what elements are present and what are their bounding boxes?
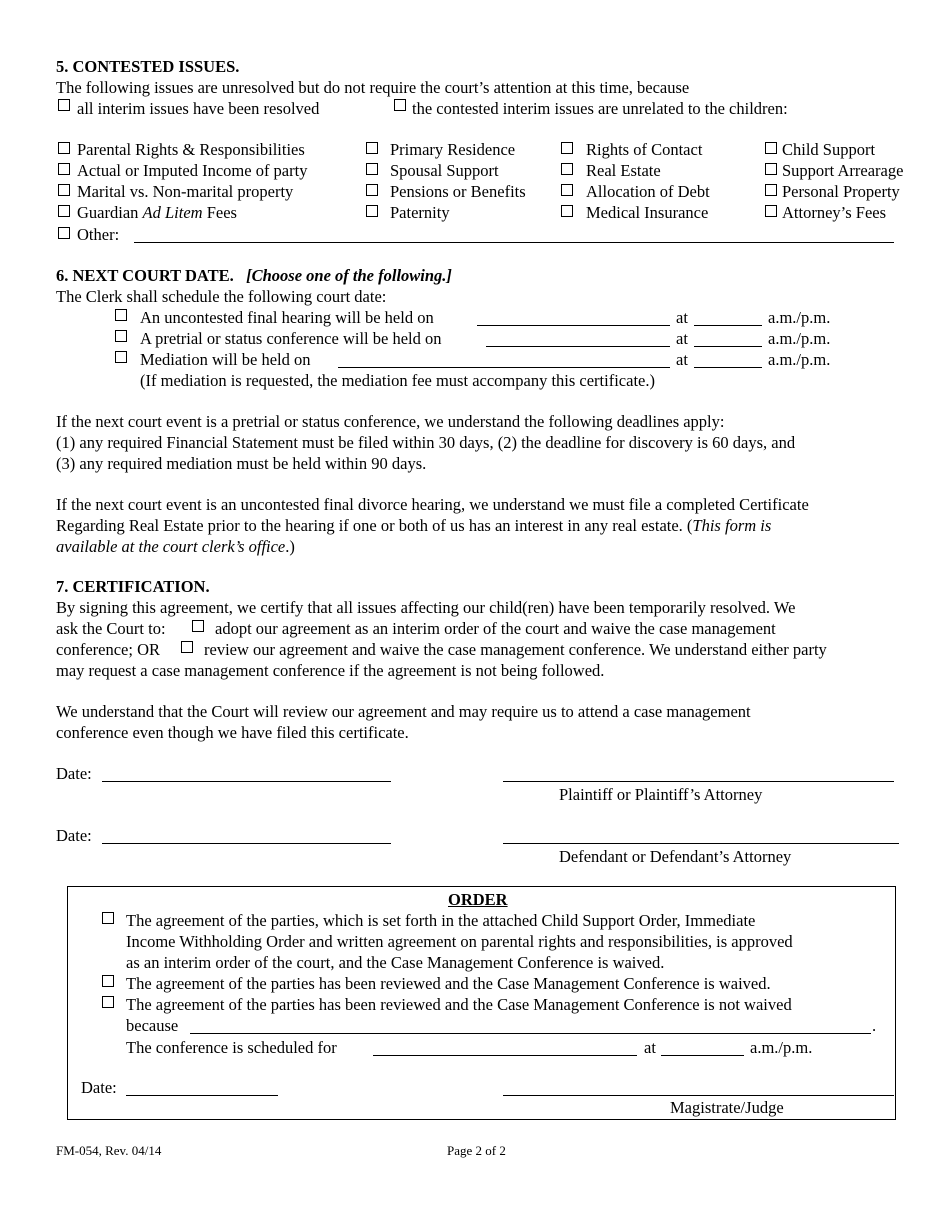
order-o1-line-3: as an interim order of the court, and the Case Management Conference is waived. bbox=[126, 953, 665, 972]
issue-checkbox[interactable] bbox=[366, 205, 378, 217]
clerk-text: The Clerk shall schedule the following court date: bbox=[56, 287, 387, 306]
review-agreement-checkbox[interactable] bbox=[181, 641, 193, 653]
plaintiff-date-line[interactable] bbox=[102, 781, 391, 782]
issue-label: Attorney’s Fees bbox=[782, 203, 887, 222]
mediation-time-line[interactable] bbox=[694, 367, 762, 368]
judge-signature-line[interactable] bbox=[503, 1095, 894, 1096]
defendant-signature-line[interactable] bbox=[503, 843, 899, 844]
issue-label: Pensions or Benefits bbox=[390, 182, 526, 201]
issue-label: Actual or Imputed Income of party bbox=[77, 161, 308, 180]
mediation-label: Mediation will be held on bbox=[140, 350, 311, 369]
page-number: Page 2 of 2 bbox=[447, 1143, 506, 1158]
pretrial-label: A pretrial or status conference will be held on bbox=[140, 329, 442, 348]
cert-line-5: We understand that the Court will review our agreement and may require us to attend a case management bbox=[56, 702, 751, 721]
mediation-checkbox[interactable] bbox=[115, 351, 127, 363]
order-scheduled-time-line[interactable] bbox=[661, 1055, 744, 1056]
order-period: . bbox=[872, 1016, 877, 1035]
issue-label: Primary Residence bbox=[390, 140, 516, 159]
issue-checkbox[interactable] bbox=[366, 142, 378, 154]
issue-checkbox[interactable] bbox=[58, 184, 70, 196]
defendant-date-line[interactable] bbox=[102, 843, 391, 844]
issue-checkbox[interactable] bbox=[366, 184, 378, 196]
issue-label: Rights of Contact bbox=[586, 140, 703, 159]
order-ampm-label: a.m./p.m. bbox=[750, 1038, 813, 1057]
cert-line-3b: review our agreement and waive the case management conference. We understand either party bbox=[204, 640, 827, 659]
deadlines-line-3: (3) any required mediation must be held within 90 days. bbox=[56, 454, 427, 473]
issue-label: Paternity bbox=[390, 203, 450, 222]
pretrial-date-line[interactable] bbox=[486, 346, 670, 347]
adopt-agreement-checkbox[interactable] bbox=[192, 620, 204, 632]
order-o2: The agreement of the parties has been reviewed and the Case Management Conference is waived. bbox=[126, 974, 771, 993]
judge-caption: Magistrate/Judge bbox=[670, 1098, 784, 1117]
resolved-label: all interim issues have been resolved bbox=[77, 99, 320, 118]
issue-label: Allocation of Debt bbox=[586, 182, 710, 201]
at-label: at bbox=[676, 329, 688, 348]
cert-line-3a: conference; OR bbox=[56, 640, 160, 659]
other-input-line[interactable] bbox=[134, 242, 894, 243]
deadlines-line-1: If the next court event is a pretrial or status conference, we understand the following deadlines apply: bbox=[56, 412, 725, 431]
section-5-heading: 5. CONTESTED ISSUES. bbox=[56, 57, 240, 76]
issue-checkbox[interactable] bbox=[765, 184, 777, 196]
issue-checkbox[interactable] bbox=[58, 142, 70, 154]
section-7-heading: 7. CERTIFICATION. bbox=[56, 577, 210, 596]
form-id: FM-054, Rev. 04/14 bbox=[56, 1143, 162, 1158]
issue-checkbox[interactable] bbox=[561, 142, 573, 154]
ampm-label: a.m./p.m. bbox=[768, 350, 831, 369]
defendant-signature-caption: Defendant or Defendant’s Attorney bbox=[559, 847, 792, 866]
cert-line-2b: adopt our agreement as an interim order of the court and waive the case management bbox=[215, 619, 776, 638]
real-estate-line-1: If the next court event is an uncontested final divorce hearing, we understand we must file a completed Certificate bbox=[56, 495, 809, 514]
at-label: at bbox=[676, 308, 688, 327]
real-estate-line-2: Regarding Real Estate prior to the hearing if one or both of us has an interest in any real estate. (This form is bbox=[56, 516, 772, 535]
cert-line-4: may request a case management conference if the agreement is not being followed. bbox=[56, 661, 605, 680]
order-o1-line-1: The agreement of the parties, which is set forth in the attached Child Support Order, Immediate bbox=[126, 911, 756, 930]
issue-checkbox[interactable] bbox=[765, 205, 777, 217]
final-hearing-label: An uncontested final hearing will be held on bbox=[140, 308, 434, 327]
order-because-line[interactable] bbox=[190, 1033, 871, 1034]
cert-line-2a: ask the Court to: bbox=[56, 619, 166, 638]
issue-checkbox[interactable] bbox=[561, 184, 573, 196]
order-because-label: because bbox=[126, 1016, 179, 1035]
order-date-label: Date: bbox=[81, 1078, 117, 1097]
real-estate-line-3: available at the court clerk’s office.) bbox=[56, 537, 295, 556]
issue-checkbox[interactable] bbox=[561, 205, 573, 217]
order-at-label: at bbox=[644, 1038, 656, 1057]
issue-label: Real Estate bbox=[586, 161, 661, 180]
pretrial-checkbox[interactable] bbox=[115, 330, 127, 342]
order-approved-checkbox[interactable] bbox=[102, 912, 114, 924]
order-o1-line-2: Income Withholding Order and written agreement on parental rights and responsibilities, is approved bbox=[126, 932, 793, 951]
unrelated-checkbox[interactable] bbox=[394, 99, 406, 111]
issue-label: Medical Insurance bbox=[586, 203, 709, 222]
issue-label: Support Arrearage bbox=[782, 161, 904, 180]
order-not-waived-checkbox[interactable] bbox=[102, 996, 114, 1008]
unrelated-label: the contested interim issues are unrelated to the children: bbox=[412, 99, 788, 118]
other-checkbox[interactable] bbox=[58, 227, 70, 239]
section-6-heading-row: 6. NEXT COURT DATE. [Choose one of the following.] bbox=[56, 266, 452, 285]
at-label: at bbox=[676, 350, 688, 369]
issue-label: Spousal Support bbox=[390, 161, 499, 180]
cert-line-1: By signing this agreement, we certify that all issues affecting our child(ren) have been temporarily resolved. We bbox=[56, 598, 796, 617]
issue-label: Child Support bbox=[782, 140, 876, 159]
order-date-line[interactable] bbox=[126, 1095, 278, 1096]
issue-label: Guardian Ad Litem Fees bbox=[77, 203, 237, 222]
pretrial-time-line[interactable] bbox=[694, 346, 762, 347]
issue-checkbox[interactable] bbox=[58, 205, 70, 217]
final-hearing-date-line[interactable] bbox=[477, 325, 670, 326]
issue-label: Marital vs. Non-marital property bbox=[77, 182, 294, 201]
mediation-date-line[interactable] bbox=[338, 367, 670, 368]
order-title: ORDER bbox=[448, 890, 508, 909]
mediation-note: (If mediation is requested, the mediation fee must accompany this certificate.) bbox=[140, 371, 655, 390]
issue-checkbox[interactable] bbox=[366, 163, 378, 175]
issue-label: Parental Rights & Responsibilities bbox=[77, 140, 305, 159]
plaintiff-signature-caption: Plaintiff or Plaintiff’s Attorney bbox=[559, 785, 763, 804]
issue-checkbox[interactable] bbox=[765, 163, 777, 175]
defendant-date-label: Date: bbox=[56, 826, 92, 845]
issue-checkbox[interactable] bbox=[58, 163, 70, 175]
order-scheduled-label: The conference is scheduled for bbox=[126, 1038, 337, 1057]
final-hearing-time-line[interactable] bbox=[694, 325, 762, 326]
section-5-intro: The following issues are unresolved but do not require the court’s attention at this time, because bbox=[56, 78, 690, 97]
order-o3: The agreement of the parties has been reviewed and the Case Management Conference is not waived bbox=[126, 995, 792, 1014]
final-hearing-checkbox[interactable] bbox=[115, 309, 127, 321]
cert-line-6: conference even though we have filed this certificate. bbox=[56, 723, 409, 742]
other-label: Other: bbox=[77, 225, 120, 244]
plaintiff-signature-line[interactable] bbox=[503, 781, 894, 782]
ampm-label: a.m./p.m. bbox=[768, 329, 831, 348]
ampm-label: a.m./p.m. bbox=[768, 308, 831, 327]
issue-checkbox[interactable] bbox=[561, 163, 573, 175]
plaintiff-date-label: Date: bbox=[56, 764, 92, 783]
order-waived-checkbox[interactable] bbox=[102, 975, 114, 987]
deadlines-line-2: (1) any required Financial Statement must be filed within 30 days, (2) the deadline for discovery is 60 days, and bbox=[56, 433, 796, 452]
issue-label: Personal Property bbox=[782, 182, 900, 201]
order-scheduled-date-line[interactable] bbox=[373, 1055, 637, 1056]
issue-checkbox[interactable] bbox=[765, 142, 777, 154]
resolved-checkbox[interactable] bbox=[58, 99, 70, 111]
